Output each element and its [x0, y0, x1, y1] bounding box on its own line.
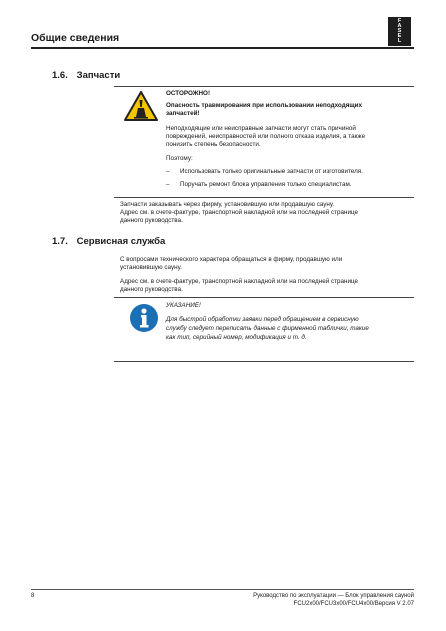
paragraph-line: данного руководства.: [120, 217, 183, 224]
fasel-logo: [388, 17, 411, 46]
paragraph-line: установившую сауну.: [120, 264, 182, 271]
logo-letter: F: [397, 18, 402, 24]
note-text-line: службу следует переписать данные с фирменной таблички, такие: [166, 325, 369, 332]
list-dash: –: [166, 181, 170, 188]
footer-rule: [31, 589, 414, 590]
section-title: Запчасти: [76, 70, 121, 81]
logo-letter: L: [397, 38, 402, 44]
warning-text-line: Неподходящие или неисправные запчасти могут стать причиной: [166, 125, 356, 132]
warning-label: ОСТОРОЖНО!: [166, 90, 211, 97]
logo-letter: A: [397, 23, 402, 29]
paragraph-line: Адрес см. в счете-фактуре, транспортной накладной или на последней странице: [120, 209, 359, 216]
paragraph-line: данного руководства.: [120, 286, 183, 293]
warning-triangle-icon: [124, 91, 158, 121]
warning-therefore: Поэтому:: [166, 155, 193, 162]
note-text-line: как тип, серийный номер, модификация и т. д.: [166, 334, 307, 341]
warning-list-item: Поручать ремонт блока управления только специалистам.: [180, 181, 352, 188]
section-title: Сервисная служба: [76, 236, 166, 247]
logo-letter: S: [397, 28, 402, 34]
note-label: УКАЗАНИЕ!: [166, 302, 201, 309]
footer-line: Руководство по эксплуатации — Блок управления сауной: [253, 593, 414, 599]
page-number: 8: [31, 593, 35, 599]
paragraph-line: С вопросами технического характера обращаться в фирму, продавшую или: [120, 256, 343, 263]
info-icon: [129, 303, 159, 333]
note-text-line: Для быстрой обработки заявки перед обращением в сервисную: [166, 316, 359, 323]
paragraph-line: Адрес см. в счете-фактуре, транспортной накладной или на последней странице: [120, 278, 359, 285]
section-heading-1-7: [52, 236, 165, 247]
warning-heading-line: Опасность травмирования при использовании неподходящих: [166, 102, 363, 109]
section-heading-1-6: [52, 70, 120, 81]
section-number: 1.6.: [52, 70, 68, 81]
footer-document-info: [253, 593, 414, 608]
logo-letter: E: [397, 33, 402, 39]
header-rule: [31, 47, 414, 49]
page-header-title: Общие сведения: [31, 32, 120, 44]
warning-heading-line: запчастей!: [166, 110, 200, 117]
footer-line: FCU2x00/FCU3x00/FCU4x00/Версия V 2.07: [293, 600, 414, 607]
paragraph-line: Запчасти заказывать через фирму, установившую или продавшую сауну.: [120, 201, 335, 208]
warning-text-line: повреждений, неисправностей или полного отказа изделия, а также: [166, 133, 366, 140]
warning-list-item: Использовать только оригинальные запчасти от изготовителя.: [180, 168, 363, 175]
section-number: 1.7.: [52, 236, 68, 247]
warning-text-line: понизить степень безопасности.: [166, 141, 261, 148]
list-dash: –: [166, 168, 170, 175]
